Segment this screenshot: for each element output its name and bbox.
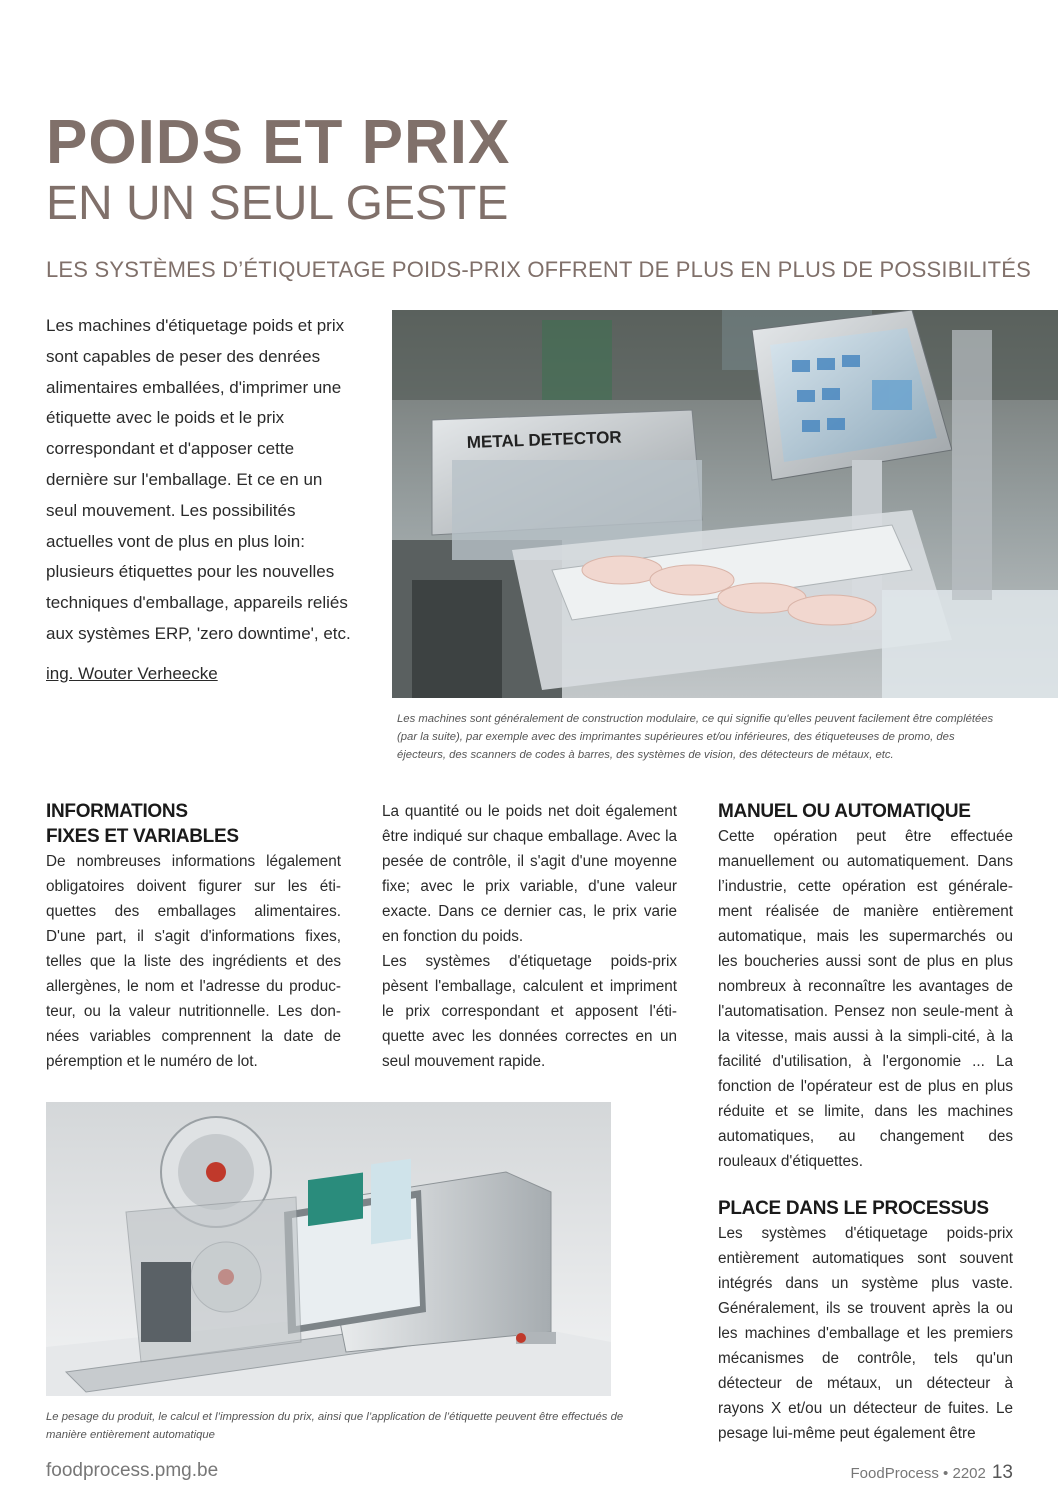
section-paragraph: De nombreuses informations légalement obligatoires doivent figurer sur les éti-quettes des emballages alimentaires. D'une part, il s'agit d'informations fixes, telles que la liste des ingrédients et des allergènes, le nom et l'adresse du produc-teur, ou la valeur nutritionnelle. Les don-nées variables comprennent la date de péremption et le numéro de lot. — [46, 853, 341, 1070]
footer-website-link[interactable]: foodprocess.pmg.be — [46, 1460, 219, 1481]
page-number: 13 — [991, 1462, 1013, 1483]
photo-labelling-machine — [46, 1102, 611, 1396]
section-heading-manuel: MANUEL OU AUTOMATIQUE — [718, 801, 971, 822]
section-paragraph: Les systèmes d'étiquetage poids-prix pèsent l'emballage, calculent et impriment le prix correspondant et apposent l'éti-quette avec les données correctes en un seul mouvement rapide. — [382, 953, 677, 1070]
intro-paragraph: Les machines d'étiquetage poids et prix sont capables de peser des denrées alimentaires emballées, d'imprimer une étiquette avec le poids et le prix correspondant et d'apposer cette dernière sur l'emballage. Et ce en un seul mouvement. Les possibilités actuelles vont de plus en plus loin: plusieurs étiquettes pour les nouvelles techniques d'emballage, appareils reliés aux systèmes ERP, 'zero downtime', etc. — [46, 316, 351, 643]
section-heading-place: PLACE DANS LE PROCESSUS — [718, 1198, 989, 1219]
section-paragraph: Les systèmes d'étiquetage poids-prix entièrement automatiques sont souvent intégrés dans un système plus vaste. Généralement, ils se trouvent après la ou les machines d'emballage et les premiers mécanismes de contrôle, tels qu'un détecteur de métaux, un détecteur à rayons X et/ou un détecteur de fuites. Le pesage lui-même peut également être — [718, 1225, 1013, 1442]
author-link[interactable]: ing. Wouter Verheecke — [46, 664, 218, 683]
article-title-line2: EN UN SEUL GESTE — [46, 177, 509, 230]
article-title: POIDS ET PRIX — [46, 108, 511, 177]
column-right — [718, 799, 1013, 1446]
section-heading-informations: INFORMATIONS FIXES ET VARIABLES — [46, 801, 239, 847]
section-paragraph: La quantité ou le poids net doit également être indiqué sur chaque emballage. Avec la pesée de contrôle, il s'agit d'une moyenne fixe; avec le prix variable, d'une valeur exacte. Dans ce dernier cas, le prix varie en fonction du poids. — [382, 803, 677, 945]
photo2-caption: Le pesage du produit, le calcul et l’impression du prix, ainsi que l’application de l’étiquette peuvent être effectués de manière entièrement automatique — [46, 1411, 624, 1441]
column-left — [46, 799, 341, 1074]
article-subtitle: LES SYSTÈMES D’ÉTIQUETAGE POIDS-PRIX OFFRENT DE PLUS EN PLUS DE POSSIBILITÉS — [46, 257, 1032, 282]
footer-magazine-info — [851, 1462, 1013, 1484]
photo-metal-detector-line — [392, 310, 1058, 698]
column-middle — [382, 799, 677, 1074]
footer-magazine-issue: FoodProcess • 2202 — [850, 1465, 986, 1482]
metal-detector-label: METAL DETECTOR — [466, 427, 622, 452]
photo1-caption: Les machines sont généralement de construction modulaire, ce qui signifie qu'elles peuvent facilement être complétées (par la suite), par exemple avec des imprimantes supérieures et/ou inférieures, des étiqueteuses de promo, des éjecteurs, des scanners de codes à barres, des systèmes de vision, des détecteurs de métaux, etc. — [397, 713, 994, 761]
section-paragraph: Cette opération peut être effectuée manuellement ou automatiquement. Dans l’industrie, cette opération est générale-ment réalisée de manière entièrement automatique, mais les supermarchés ou les boucheries aussi sont de plus en plus nombreux à reconnaître les avantages de l'automatisation. Pensez non seule-ment à la vitesse, mais aussi à la simpli-cité, à la facilité d'utilisation, à l'ergonomie ... La fonction de l'opérateur est de plus en plus réduite et se limite, dans les machines automatiques, au changement des rouleaux d'étiquettes. — [718, 828, 1013, 1170]
